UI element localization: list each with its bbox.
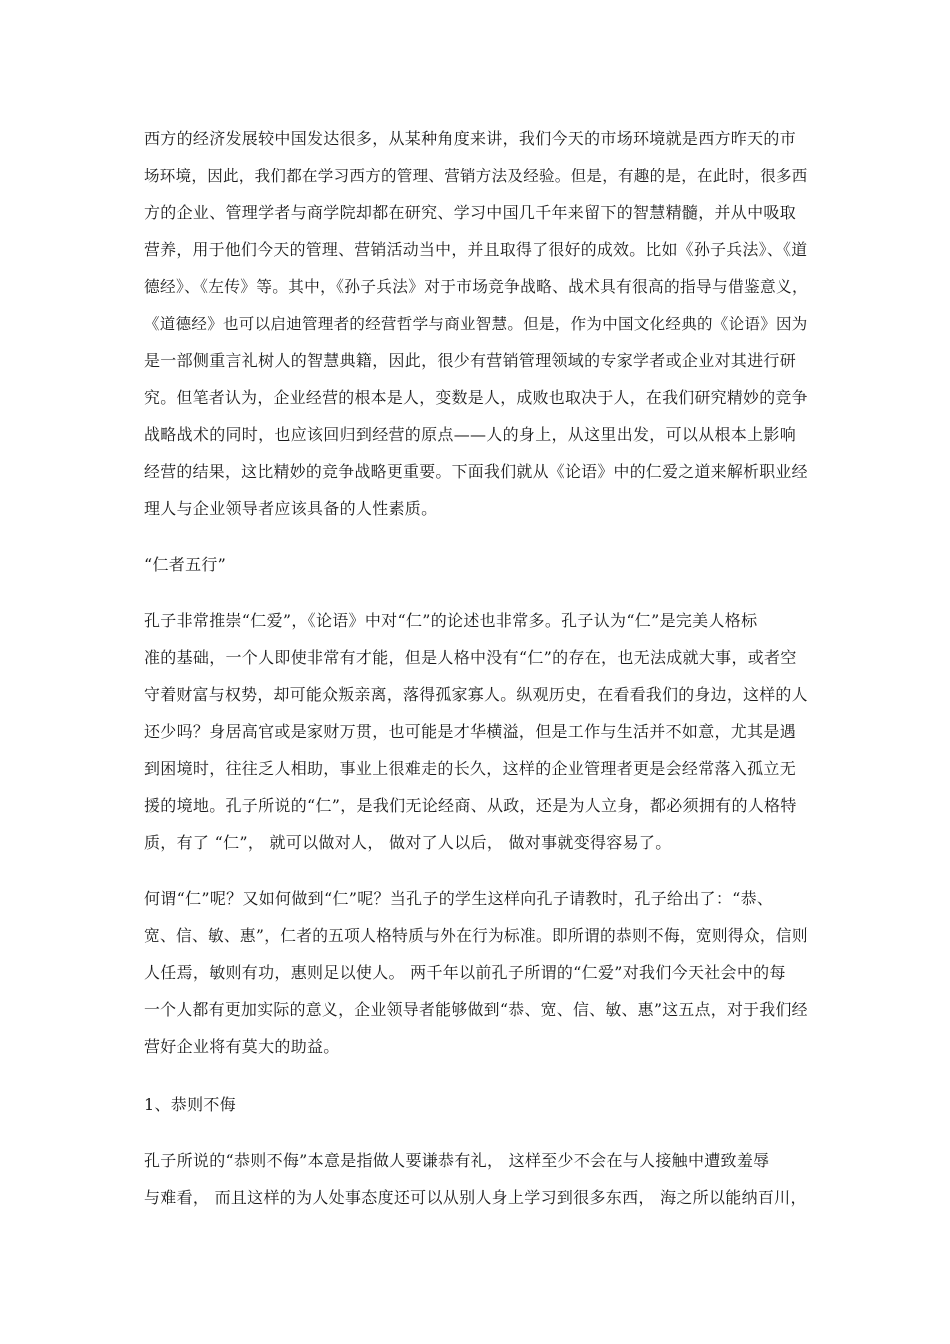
gong-line-1: 孔子所说的“恭则不侮”本意是指做人要谦恭有礼， 这样至少不会在与人接触中遭致羞辱 xyxy=(144,1151,770,1170)
intro-line-2: 场环境，因此，我们都在学习西方的管理、营销方法及经验。但是，有趣的是，在此时，很多西 xyxy=(144,167,808,185)
virtues-line-5: 营好企业将有莫大的助益。 xyxy=(144,1037,340,1056)
intro-line-10: 经营的结果，这比精妙的竞争战略更重要。下面我们就从《论语》中的仁爱之道来解析职业经 xyxy=(144,462,808,481)
intro-line-9: 战略战术的同时，也应该回归到经营的原点——人的身上，从这里出发，可以从根本上影响 xyxy=(144,425,797,444)
ren-line-4: 还少吗？身居高官或是家财万贯，也可能是才华横溢，但是工作与生活并不如意，尤其是遇 xyxy=(144,722,797,741)
intro-line-5: 德经》、《左传》等。其中，《孙子兵法》对于市场竞争战略、战术具有很高的指导与借鉴意义， xyxy=(144,277,808,296)
intro-line-7: 是一部侧重言礼树人的智慧典籍，因此，很少有营销管理领域的专家学者或企业对其进行研 xyxy=(144,351,797,370)
section-heading-gong: 1、恭则不侮 xyxy=(144,1095,236,1114)
intro-line-4: 营养，用于他们今天的管理、营销活动当中，并且取得了很好的成效。比如《孙子兵法》、《道 xyxy=(144,240,808,259)
intro-line-6: 《道德经》也可以启迪管理者的经营哲学与商业智慧。但是，作为中国文化经典的《论语》因为 xyxy=(144,315,808,333)
ren-line-1: 孔子非常推崇“仁爱”，《论语》中对“仁”的论述也非常多。孔子认为“仁”是完美人格标 xyxy=(144,611,758,630)
virtues-line-4: 一个人都有更加实际的意义，企业领导者能够做到“恭、宽、信、敏、惠”这五点，对于我们经 xyxy=(144,1000,808,1019)
ren-line-5: 到困境时，往往乏人相助，事业上很难走的长久，这样的企业管理者更是会经常落入孤立无 xyxy=(144,759,797,778)
virtues-line-2: 宽、信、敏、惠”，仁者的五项人格特质与外在行为标准。即所谓的恭则不侮，宽则得众，信则 xyxy=(144,926,808,945)
intro-line-11: 理人与企业领导者应该具备的人性素质。 xyxy=(144,499,438,518)
ren-line-7: 质，有了 “仁”， 就可以做对人， 做对了人以后， 做对事就变得容易了。 xyxy=(144,833,672,852)
virtues-line-3: 人任焉，敏则有功，惠则足以使人。 两千年以前孔子所谓的“仁爱”对我们今天社会中的每 xyxy=(144,963,786,982)
gong-line-2: 与难看， 而且这样的为人处事态度还可以从别人身上学习到很多东西， 海之所以能纳百川， xyxy=(144,1188,807,1207)
ren-line-3: 守着财富与权势，却可能众叛亲离，落得孤家寡人。纵观历史，在看看我们的身边，这样的人 xyxy=(144,685,808,704)
virtues-line-1: 何谓“仁”呢？又如何做到“仁”呢？当孔子的学生这样向孔子请教时，孔子给出了：“恭、 xyxy=(144,889,774,908)
section-heading-renzhe: “仁者五行” xyxy=(144,555,227,574)
ren-line-6: 援的境地。孔子所说的“仁”，是我们无论经商、从政，还是为人立身，都必须拥有的人格特 xyxy=(144,796,797,815)
intro-line-1: 西方的经济发展较中国发达很多，从某种角度来讲，我们今天的市场环境就是西方昨天的市 xyxy=(144,129,797,148)
intro-line-8: 究。但笔者认为，企业经营的根本是人，变数是人，成败也取决于人，在我们研究精妙的竞争 xyxy=(144,388,808,407)
ren-line-2: 准的基础，一个人即使非常有才能，但是人格中没有“仁”的存在，也无法成就大事，或者空 xyxy=(144,648,797,667)
intro-line-3: 方的企业、管理学者与商学院却都在研究、学习中国几千年来留下的智慧精髓，并从中吸取 xyxy=(144,203,797,222)
